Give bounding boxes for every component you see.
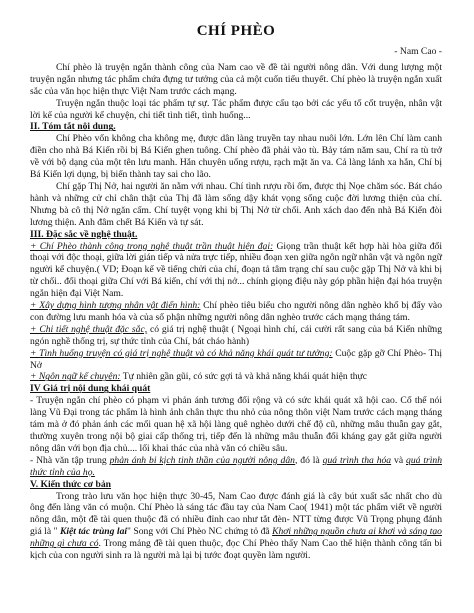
art-bullet-2-text: Chí phèo tiêu biểu cho người nông dân nghèo khổ bị đẩy vào con đường lưu manh hóa và của số phận những người nông dân nghèo trước cách mạng tháng tám. (30, 300, 442, 323)
knowledge-p1-c: . Trong mảng đề tài quen thuộc, đọc Chí Phèo thấy Nam Cao thể hiện thành công tấn bi kịch của con người sinh ra là người mà lại bị tước đoạt quyền làm người. (30, 538, 442, 562)
summary-paragraph-2: Chí gặp Thị Nở, hai người ăn nằm với nhau. Chí tình rượu rồi ốm, được thị Nọe chăm sóc. Bát cháo hành và những cử chỉ chân thật của Thị đã làm sống dậy khát vọng sống cuộc đời lương thiện của chí. Nhưng bà cô thị Nở ngăn cấm. Chí tuyệt vọng khi bị Thị Nở từ chối. Anh xách dao đến nhà Bá Kiến đòi lương thiện. Anh đâm chết Bá Kiến và tự sát. (30, 180, 442, 228)
content-paragraph-2 (30, 455, 442, 479)
section-heading-content: IV Giá trị nội dung khái quát (30, 383, 151, 395)
art-bullet-4-label: + Tình huống truyện có giá trị nghệ thuật và có khả năng khái quát tư tưởng: (30, 347, 333, 359)
art-bullet-4-text: Cuộc gặp gỡ Chí Phèo- Thị Nở (30, 347, 442, 371)
section-heading-knowledge: V. Kiến thức cơ bản (30, 478, 111, 490)
knowledge-paragraph-1 (30, 491, 442, 562)
art-bullet-5 (30, 371, 442, 383)
art-bullet-1 (30, 241, 442, 301)
art-bullet-5-label: + Ngôn ngữ kể chuyện: (30, 371, 121, 383)
art-bullet-3 (30, 324, 442, 348)
document-title: CHÍ PHÈO (196, 23, 276, 39)
knowledge-p1-bold: Kiệt tác trùng lai (57, 526, 128, 538)
content-p2-emph-1: phản ánh bi kịch tinh thần của người nông dân (109, 454, 295, 466)
art-bullet-3-text: có giá trị nghệ thuật ( Ngoại hình chí, cái cười rất sang của bá Kiến những ngón nghề thống trị, sự thức tỉnh của Chí, bát cháo hành) (30, 323, 442, 347)
knowledge-p1-b: " Song với Chí Phèo NC chứng tỏ đã (127, 526, 273, 538)
art-bullet-1-label: + Chí Phèo thành công trong nghệ thuật trần thuật hiện đại: (30, 240, 274, 252)
art-bullet-4 (30, 348, 442, 372)
art-bullet-2-label: + Xây dựng hình tượng nhân vật điển hình: (30, 300, 201, 312)
knowledge-p1-emph: Khơi những nguồn chưa ai khơi và sáng tạo những gì chưa có (30, 526, 442, 550)
art-bullet-1-text: Giọng trần thuật kết hợp hài hòa giữa đối thoại với độc thoại, giữa lời gián tiếp và nửa trực tiếp, nhiều đoạn xen giữa ngôn ngữ nhân vật và ngôn ngữ người kể chuyện.( VD; Đoạn kể về tiếng chửi của chí, đoạn tả tâm trạng chí sau cuộc gặp Thị Nở và khi bị từ chối.. đối thoại giữa Chí với Bá kiến, chí với thị nở... chính giọng điệu này góp phần hiện đại hóa truyện ngắn hiện đại Việt Nam. (30, 240, 443, 300)
section-heading-art: III. Đặc sắc về nghệ thuật. (30, 228, 138, 240)
summary-paragraph-1: Chí Phèo vốn không cha không mẹ, được dân làng truyền tay nhau nuôi lớn. Lớn lên Chí làm canh điền cho nhà Bá Kiến rồi bị Bá Kiến ghen tuông. Chí phèo đã phải vào tù. Bảy tám năm sau, Chí ra tù trở về với bộ dạng của một tên lưu manh. Hắn chuyên uống rượu, rạch mặt ăn va. Cả làng lánh xa hắn, Chí bị Bá Kiến lợi dụng, bị biến thành tay sai cho lão. (30, 133, 442, 181)
content-p2-emph-2: quá trình tha hóa (322, 454, 392, 466)
intro-paragraph-1: Chí phèo là truyện ngắn thành công của Nam cao về đề tài người nông dân. Với dung lượng một truyện ngắn nhưng tác phẩm chứa đựng tư tưởng của cả một cuốn tiểu thuyết. Chí phèo là truyện ngắn xuất sắc của văn học hiện thực Việt Nam trước cách mạng. (30, 61, 442, 97)
content-paragraph-1: - Truyện ngắn chí phèo có phạm vi phản ánh tương đối rộng và có sức khái quát xã hội cao. Cố thể nói làng Vũ Đại trong tác phẩm là hình ảnh chân thực thu nhỏ của nông thôn việt Nam trước cách mạng tháng tám mà ở đó phản ánh các mối quan hệ xã hội làng quê nghèo dưới chế độ cũ, những mâu thuẫn gay gắt, thường xuyên trong nội bộ giai cấp thống trị, tiếp đến là những mâu thuẫn đối kháng gay gắt giữa người nông dân với bọn địa chủ.... lối khai thác của nhà văn có chiều sâu. (30, 395, 442, 454)
section-heading-summary: II. Tóm tắt nội dung. (30, 121, 116, 133)
content-p2-pre: - Nhà văn tập trung (30, 454, 110, 466)
intro-paragraph-2: Truyện ngắn thuộc loại tác phẩm tự sự. Tác phẩm được cấu tạo bởi các yếu tố cốt truyện, nhân vật lời kể của người kể chuyện, chi tiết tình tiết, tình huống... (30, 97, 442, 121)
art-bullet-3-label: + Chi tiết nghệ thuật đặc sắc, (30, 323, 148, 335)
content-p2-mid-2: và (391, 454, 407, 466)
content-p2-emph-3: quá trình thức tỉnh của họ. (30, 454, 442, 478)
knowledge-p1-a: Trong trào lưu văn học hiện thực 30-45, Nam Cao được đánh giá là cây bút xuất sắc nhất cho dù ông đến làng văn có muộn. Chí Phèo là sáng tác đầu tay của Nam Cao( 1941) một tác phẩm viết về người nông dân, một đề tài quen thuộc đã có nhiều đỉnh cao như tắt đèn- NTT từng được Vũ Trọng phụng đánh giá là " (30, 490, 442, 538)
content-p2-mid: , đó là (294, 454, 323, 466)
author-line: - Nam Cao - (394, 46, 442, 57)
art-bullet-5-text: Tự nhiên gần gũi, có sức gợi tả và khả năng khái quát hiện thực (120, 371, 367, 383)
art-bullet-2 (30, 300, 442, 324)
